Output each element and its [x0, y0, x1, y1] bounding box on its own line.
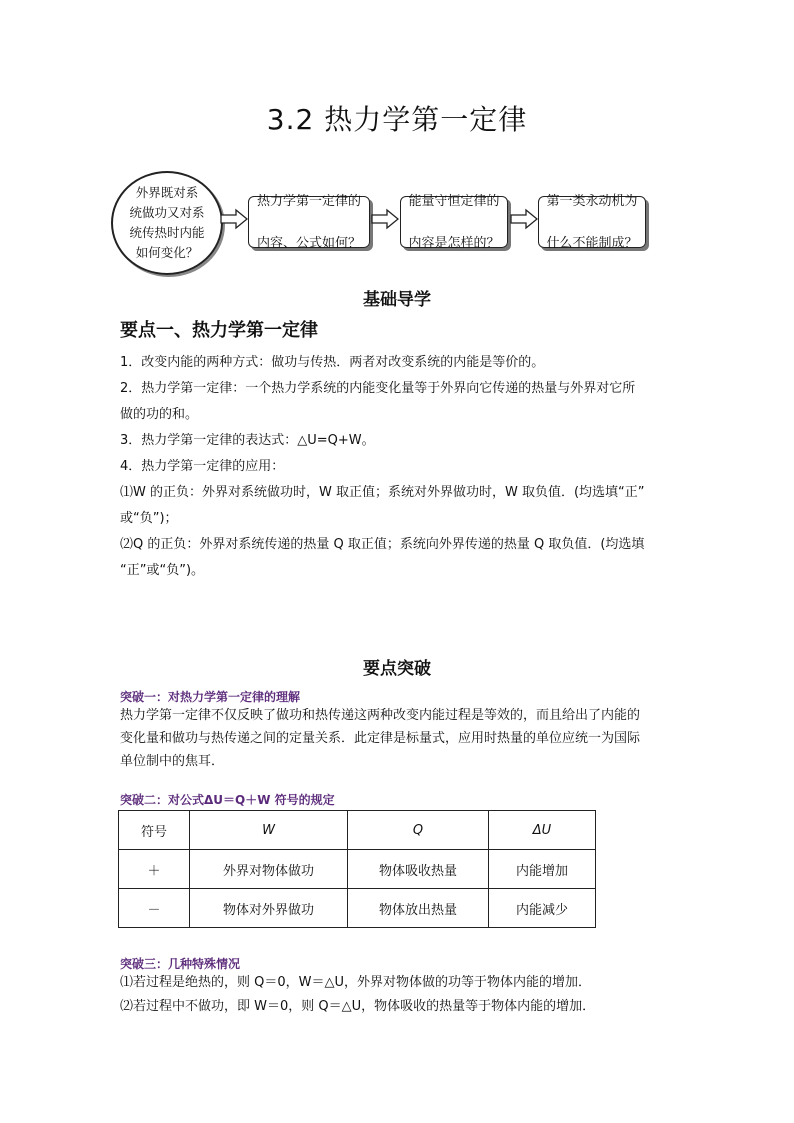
table-cell: 内能增加	[489, 850, 596, 889]
text-line: 4．热力学第一定律的应用：	[120, 459, 285, 474]
text-line: ⑴W 的正负：外界对系统做功时，W 取正值；系统对外界做功时，W 取负值．(均选填“正”	[120, 485, 645, 500]
breakthrough-2-title: 突破二：对公式ΔU＝Q＋W 符号的规定	[120, 793, 335, 807]
breakthrough-3-title: 突破三：几种特殊情况	[120, 957, 241, 971]
text-line: 3．热力学第一定律的表达式：△U=Q+W。	[120, 433, 375, 448]
text-line: 1．改变内能的两种方式：做功与传热．两者对改变系统的内能是等价的。	[120, 355, 545, 370]
text-line: ⑵Q 的正负：外界对系统传递的热量 Q 取正值；系统向外界传递的热量 Q 取负值．(均选填	[120, 537, 645, 552]
flow-arrow-icon	[220, 208, 248, 230]
text-line: 2．热力学第一定律：一个热力学系统的内能变化量等于外界向它传递的热量与外界对它所	[120, 381, 636, 396]
text-line: 单位制中的焦耳．	[120, 754, 225, 769]
basics-text	[120, 350, 680, 584]
table-header-cell: ΔU	[489, 811, 596, 850]
section-heading-breakthrough: 要点突破	[363, 659, 431, 679]
sign-convention-table	[118, 810, 596, 928]
point-heading: 要点一、热力学第一定律	[120, 320, 318, 341]
flow-box-line: 第一类永动机为	[546, 193, 638, 209]
flow-arrow-icon	[371, 208, 399, 230]
breakthrough-1-title: 突破一：对热力学第一定律的理解	[120, 690, 301, 704]
flow-box-line: 内容是怎样的？	[408, 235, 500, 251]
table-cell: 外界对物体做功	[190, 850, 348, 889]
table-cell: ＋	[119, 850, 190, 889]
table-cell: 内能减少	[489, 889, 596, 928]
text-line: 热力学第一定律不仅反映了做功和热传递这两种改变内能过程是等效的，而且给出了内能的	[120, 708, 641, 723]
table-header-cell: W	[190, 811, 348, 850]
circle-line: 如何变化？	[135, 245, 199, 260]
flow-box-first-law	[248, 193, 370, 251]
flow-arrow-icon	[510, 208, 538, 230]
table-header-row	[119, 811, 596, 850]
breakthrough-3-text	[120, 971, 680, 1019]
table-cell: 物体吸收热量	[348, 850, 489, 889]
table-header-cell: 符号	[119, 811, 190, 850]
flow-box-line: 能量守恒定律的	[408, 193, 500, 209]
breakthrough-1-text	[120, 704, 680, 773]
flow-box-line: 内容、公式如何？	[256, 235, 361, 251]
text-line: ⑵若过程中不做功，即 W＝0，则 Q＝△U，物体吸收的热量等于物体内能的增加．	[120, 999, 596, 1014]
flow-question-circle	[111, 171, 223, 275]
text-line: ⑴若过程是绝热的，则 Q＝0，W＝△U，外界对物体做的功等于物体内能的增加．	[120, 975, 592, 990]
flow-box-perpetual-motion	[538, 193, 646, 251]
section-heading-basics: 基础导学	[363, 290, 431, 310]
circle-line: 外界既对系	[135, 185, 199, 200]
table-cell: －	[119, 889, 190, 928]
text-line: “正”或“负”)。	[120, 563, 205, 578]
flow-box-line: 热力学第一定律的	[256, 193, 361, 209]
flow-diagram	[0, 0, 794, 290]
table-row	[119, 889, 596, 928]
circle-line: 统传热时内能	[129, 225, 205, 240]
text-line: 或“负”)；	[120, 511, 178, 526]
circle-line: 统做功又对系	[129, 205, 205, 220]
flow-box-line: 什么不能制成？	[546, 235, 638, 251]
text-line: 做的功的和。	[120, 407, 199, 422]
page-title: 3.2 热力学第一定律	[266, 103, 528, 136]
table-row	[119, 850, 596, 889]
flow-box-energy-conservation	[400, 193, 508, 251]
table-cell: 物体对外界做功	[190, 889, 348, 928]
table-cell: 物体放出热量	[348, 889, 489, 928]
table-header-cell: Q	[348, 811, 489, 850]
text-line: 变化量和做功与热传递之间的定量关系．此定律是标量式，应用时热量的单位应统一为国际	[120, 731, 641, 746]
